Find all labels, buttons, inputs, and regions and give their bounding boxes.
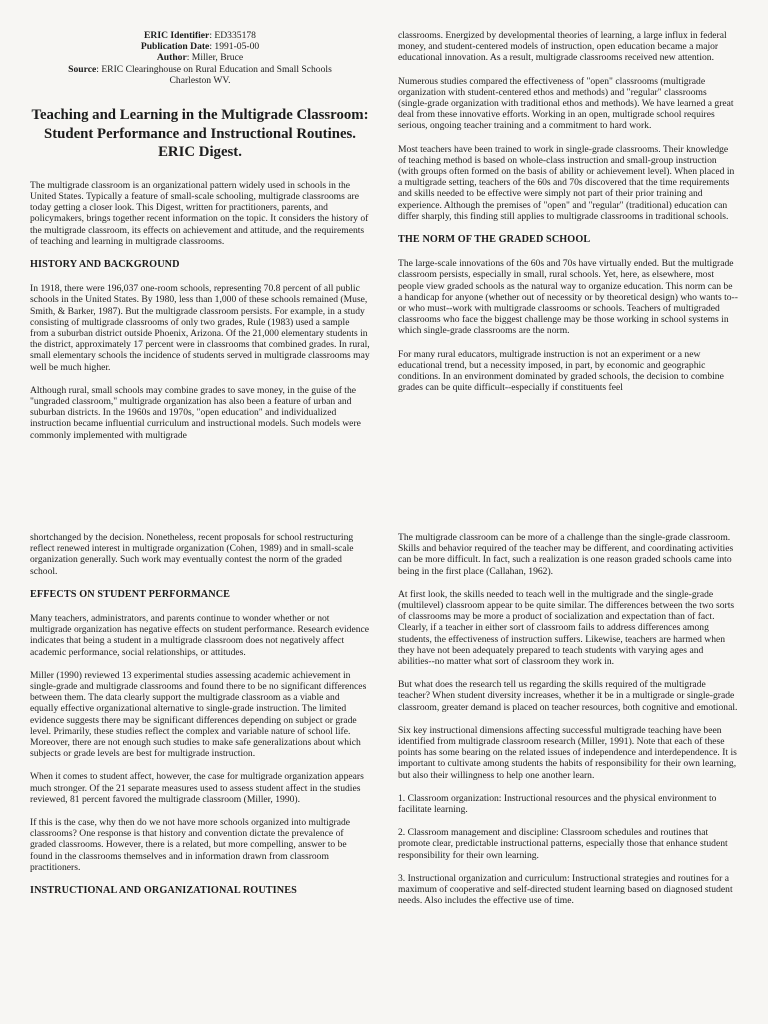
paragraph: The multigrade classroom can be more of a challenge than the single-grade classroom. Skills and behavior required of the teacher may be different, and coordinating activities can be more difficult. In fact, such a realization is one reason graded schools came into being in the first place (Callahan, 1962). — [398, 532, 734, 577]
paragraph: Most teachers have been trained to work in single-grade classrooms. Their knowledge of teaching method is based on whole-class instruction and small-group instruction (with groups often formed on the basis of ability or achievement level). When placed in a multigrade setting, teachers of the 60s and 70s discovered that the time requirements and skills needed to be effective were simply not part of their prior training and experience. Although the premises of "open" and "regular" (traditional) education can differ sharply, this finding still applies to multigrade classrooms in traditional schools. — [398, 143, 735, 222]
paragraph: For many rural educators, multigrade instruction is not an experiment or a new educational trend, but a necessity imposed, in part, by economic and geographic conditions. In an environment dominated by graded schools, the decision to combine grades can be quite difficult--especially if constituents feel — [398, 348, 724, 394]
meta-identifier: ERIC Identifier: ED335178 — [144, 30, 256, 41]
document-metadata — [30, 30, 370, 86]
paragraph: If this is the case, why then do we not have more schools organized into multigrade classrooms? One response is that history and convention dictate the prevalence of graded classrooms. However, there is a related, but more compelling, answer to be found in the classrooms themselves and in information drawn from classroom practitioners. — [30, 817, 351, 873]
paragraph: Although rural, small schools may combine grades to save money, in the guise of the "ungraded classroom," multigrade organization has also been a feature of urban and suburban districts. In the 1960s and 1970s, "open education" and individualized instruction became influential curriculum and instructional models. Such models were commonly implemented with multigrade — [30, 384, 361, 441]
paragraph: But what does the research tell us regarding the skills required of the multigrade teacher? When student diversity increases, whether it be in a multigrade or single-grade classroom, greater demand is placed on teacher resources, both cognitive and emotional. — [398, 679, 738, 713]
column-4 — [398, 532, 738, 918]
intro-paragraph: The multigrade classroom is an organizational pattern widely used in schools in the United States. Typically a feature of small-scale schooling, multigrade classrooms are today getting a closer look. This Digest, written for practitioners, parents, and policymakers, brings together recent information on the topic. It considers the history of the multigrade classroom, its effects on achievement and attitude, and the requirements of teaching and learning in multigrade classrooms. — [30, 179, 369, 247]
meta-author: Author: Miller, Bruce — [156, 52, 244, 64]
column-2 — [398, 30, 738, 405]
section-heading-norm: THE NORM OF THE GRADED SCHOOL — [398, 234, 591, 246]
paragraph: In 1918, there were 196,037 one-room schools, representing 70.8 percent of all public schools in the United States. By 1980, less than 1,000 of these schools remained (Muse, Smith, & Barker, 1987). But the multigrade classroom persists. For example, in a study consisting of multigrade classrooms of only two grades, Rule (1983) used a sample from a suburban district outside Phoenix, Arizona. Of the 21,000 elementary students in the district, approximately 17 percent were in classrooms that combined grades. In rural, small elementary schools the incidence of students served in multigrade classrooms may well be much higher. — [30, 283, 370, 373]
paragraph: When it comes to student affect, however, the case for multigrade organization appears much stronger. Of the 21 separate measures used to assess student affect in the studies reviewed, 81 percent favored the multigrade classroom (Miller, 1990). — [30, 771, 364, 805]
list-item: 2. Classroom management and discipline: Classroom schedules and routines that promote clear, predictable instructional patterns, especially those that enhance student responsibility for their own learning. — [398, 827, 728, 861]
paragraph: classrooms. Energized by developmental theories of learning, a large influx in federal money, and student-centered models of instruction, open education became a major educational innovation. As a result, multigrade classrooms received new attention. — [398, 30, 727, 64]
paragraph: Miller (1990) reviewed 13 experimental studies assessing academic achievement in single-grade and multigrade classrooms and found there to be no significant differences between them. The data clearly support the multigrade classroom as a viable and equally effective organizational alternative to single-grade instruction. The limited evidence suggests there may be significant differences depending on subject or grade level. Primarily, these studies reflect the complex and variable nature of school life. Moreover, there are not enough such studies to make safe generalizations about which subjects or grade levels are best for multigrade instruction. — [30, 669, 367, 760]
paragraph: Six key instructional dimensions affecting successful multigrade teaching have been identified from multigrade classroom research (Miller, 1991). Note that each of these points has some bearing on the related issues of independence and interdependence. It is important to cultivate among students the habits of responsibility for their own learning, but also their willingness to help one another learn. — [398, 724, 737, 781]
meta-publication-date: Publication Date: 1991-05-00 — [140, 41, 260, 53]
list-item: 3. Instructional organization and curriculum: Instructional strategies and routines for a maximum of cooperative and self-directed student learning based on diagnosed student needs. Also includes the effective use of time. — [398, 872, 733, 907]
document-title: Teaching and Learning in the Multigrade Classroom: Student Performance and Instructional Routines. ERIC Digest. — [31, 107, 369, 161]
paragraph: At first look, the skills needed to teach well in the multigrade and the single-grade (multilevel) classroom appear to be quite similar. The differences between the two sorts of classrooms may be more a product of socialization and expectation than of fact. Clearly, if a teacher in either sort of classroom fails to address differences among students, the effectiveness of instruction suffers. Likewise, teachers are harmed when they have not been adequately prepared to teach students with varying ages and abilities--no matter what sort of classroom they work in. — [398, 588, 735, 668]
paragraph: Numerous studies compared the effectiveness of "open" classrooms (multigrade organization with student-centered ethos and methods) and "regular" classrooms (single-grade organization with traditional ethos and methods). We have learned a great deal from these innovative efforts. Working in an open, multigrade school requires serious, ongoing teacher training and a commitment to hard work. — [398, 75, 734, 132]
paragraph: The large-scale innovations of the 60s and 70s have virtually ended. But the multigrade classroom persists, especially in small, rural schools. Yet, here, as elsewhere, most people view graded schools as the natural way to organize education. This norm can be a handicap for anyone (whether out of necessity or by theoretical design) who wants to--or who must--work with multigrade classrooms or schools. Teachers of multigraded classrooms who face the biggest challenge may be those working in school systems in which single-grade classrooms are the norm. — [398, 258, 738, 337]
section-heading-history: HISTORY AND BACKGROUND — [30, 259, 180, 271]
section-heading-routines: INSTRUCTIONAL AND ORGANIZATIONAL ROUTINES — [30, 885, 297, 897]
meta-source: Source: ERIC Clearinghouse on Rural Education and Small Schools Charleston WV. — [68, 63, 332, 86]
column-1 — [30, 30, 370, 453]
section-heading-effects: EFFECTS ON STUDENT PERFORMANCE — [30, 588, 231, 600]
column-3 — [30, 532, 370, 909]
paragraph: shortchanged by the decision. Nonetheless, recent proposals for school restructuring reflect renewed interest in multigrade organization (Cohen, 1989) and in small-scale organization generally. Such work may eventually contest the norm of the graded school. — [30, 532, 354, 577]
list-item: 1. Classroom organization: Instructional resources and the physical environment to facilitate learning. — [398, 792, 717, 816]
paragraph: Many teachers, administrators, and parents continue to wonder whether or not multigrade organization has negative effects on student performance. Research evidence indicates that being a student in a multigrade classroom does not negatively affect academic performance, social relationships, or attitudes. — [30, 613, 370, 658]
